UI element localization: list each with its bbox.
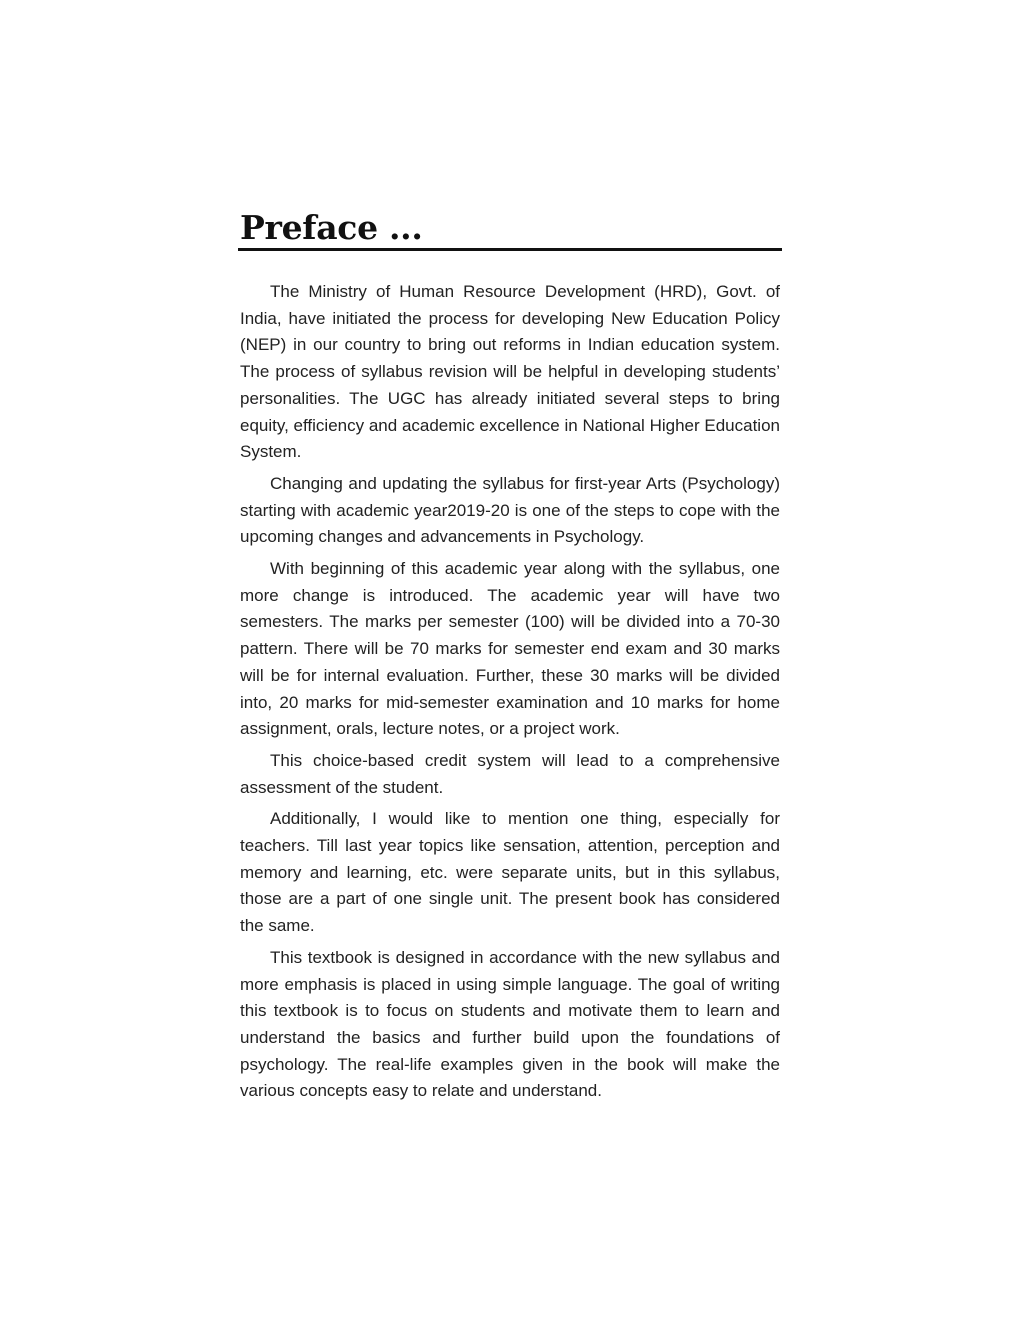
paragraph-5: Additionally, I would like to mention one thing, especially for teachers. Till last year topics like sensation, attention, perception and memory and learning, etc. were separate units, but in this syllabus, those are a part of one single unit. The present book has considered the same. — [240, 809, 780, 936]
preface-page — [238, 208, 782, 1110]
page-title: Preface ... — [240, 208, 423, 247]
title-underline — [238, 248, 782, 251]
paragraph-6: This textbook is designed in accordance with the new syllabus and more emphasis is placed in using simple language. The goal of writing this textbook is to focus on students and motivate them to learn and understand the basics and further build upon the foundations of psychology. The real-life examples given in the book will make the various concepts easy to relate and understand. — [240, 947, 780, 1101]
paragraph-1: The Ministry of Human Resource Development (HRD), Govt. of India, have initiated the process for developing New Education Policy (NEP) in our country to bring out reforms in Indian education system. The process of syllabus revision will be helpful in developing students’ personalities. The UGC has already initiated several steps to bring equity, efficiency and academic excellence in National Higher Education System. — [240, 282, 780, 462]
preface-body — [238, 279, 782, 1105]
paragraph-4: This choice-based credit system will lead to a comprehensive assessment of the student. — [240, 750, 780, 797]
paragraph-2: Changing and updating the syllabus for first-year Arts (Psychology) starting with academic year2019-20 is one of the steps to cope with the upcoming changes and advancements in Psychology. — [240, 473, 780, 547]
paragraph-3: With beginning of this academic year along with the syllabus, one more change is introduced. The academic year will have two semesters. The marks per semester (100) will be divided into a 70-30 pattern. There will be 70 marks for semester end exam and 30 marks will be for internal evaluation. Further, these 30 marks will be divided into, 20 marks for mid-semester examination and 10 marks for home assignment, orals, lecture notes, or a project work. — [240, 559, 780, 739]
